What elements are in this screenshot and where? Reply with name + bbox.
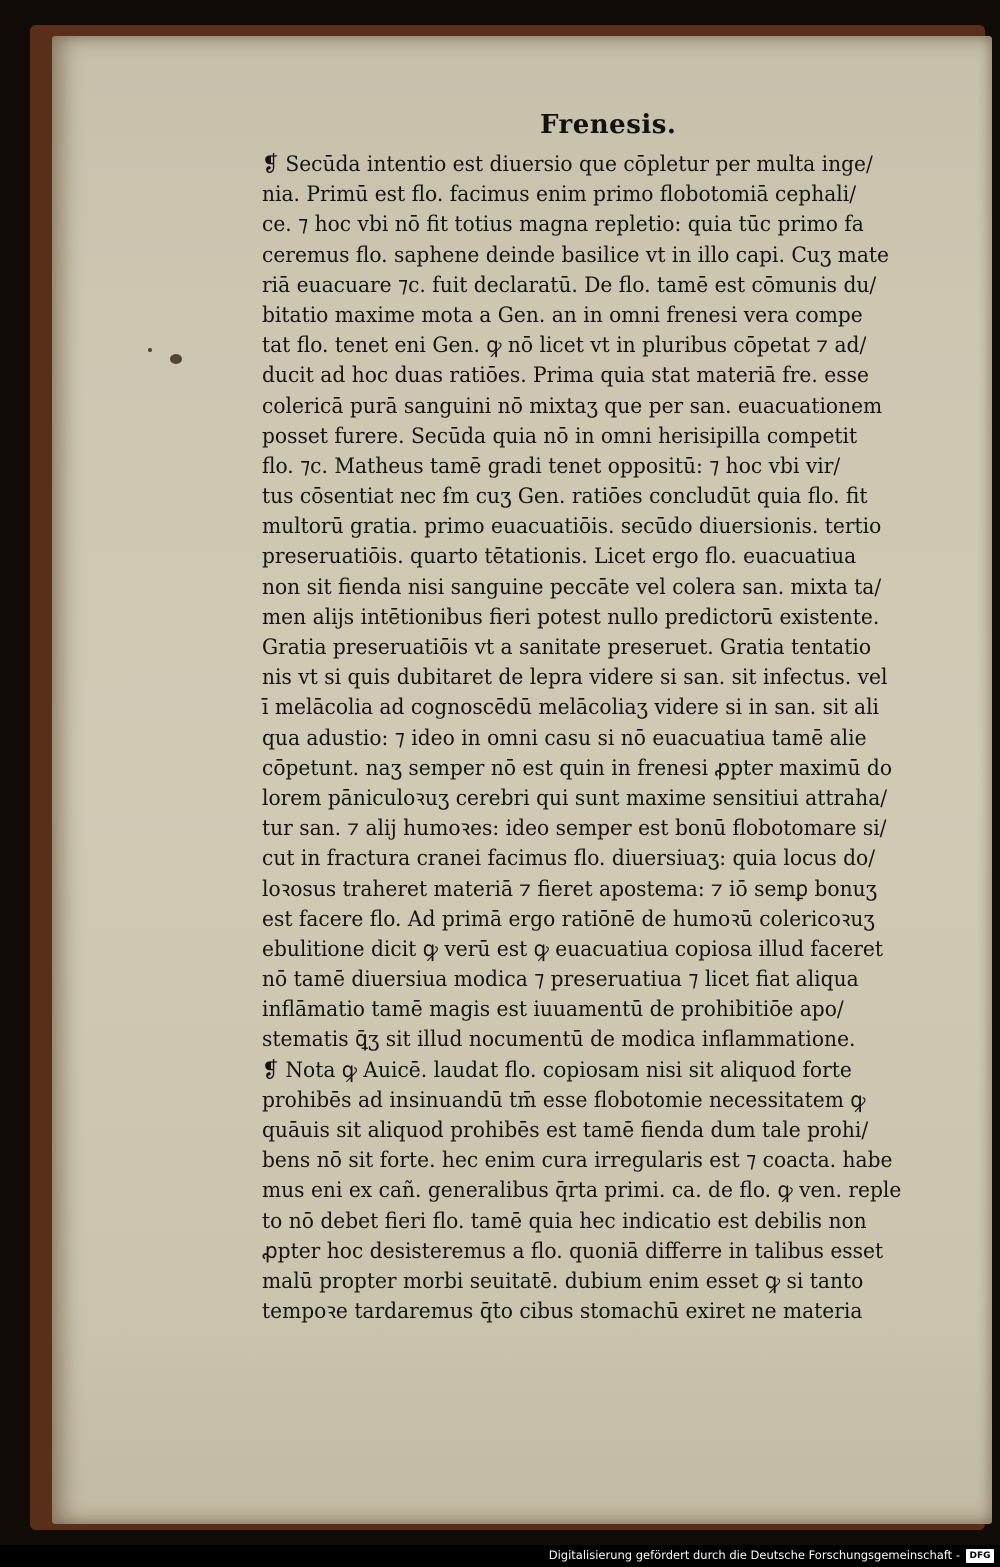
ink-stain xyxy=(170,354,182,364)
text-line: nia. Primū est flo. facimus enim primo flobotomiā cephali/ xyxy=(262,182,857,208)
text-line: riā euacuare ⁊c. fuit declaratū. De flo. tamē est cōmunis du/ xyxy=(262,272,877,298)
text-line: men alijs intētionibus fieri potest nullo predictorū existente. xyxy=(262,604,880,630)
text-line: colericā purā sanguini nō mixtaʒ que per san. euacuationem xyxy=(262,393,883,419)
text-line: multorū gratia. primo euacuatiōis. secūdo diuersionis. tertio xyxy=(262,514,882,540)
text-line: tur san. ⁊ alij humoꝛes: ideo semper est bonū flobotomare si/ xyxy=(262,816,887,842)
text-line: mus eni ex cañ. generalibus q̄rta primi. ca. de flo. ꝙ ven. reple xyxy=(262,1178,902,1204)
text-line: tus cōsentiat nec ẜm cuʒ Gen. ratiōes concludūt quia flo. fit xyxy=(262,484,868,510)
text-line: stematis ꝗ̄ʒ sit illud nocumentū de modica inflammatione. xyxy=(262,1027,856,1053)
text-line: ducit ad hoc duas ratiōes. Prima quia stat materiā fre. esse xyxy=(262,363,869,389)
dfg-logo: DFG xyxy=(966,1549,994,1563)
text-line: preseruatiōis. quarto tētationis. Licet ergo flo. euacuatiua xyxy=(262,544,857,570)
text-line: prohibēs ad insinuandū tm̄ esse flobotomie necessitatem ꝙ xyxy=(262,1087,866,1113)
text-line: lorem pāniculoꝛuʒ cerebri qui sunt maxime sensitiui attraha/ xyxy=(262,785,888,811)
text-line: cut in fractura cranei facimus flo. diuersiuaʒ: quia locus do/ xyxy=(262,846,876,872)
text-line: flo. ⁊c. Matheus tamē gradi tenet oppositū: ⁊ hoc vbi vir/ xyxy=(262,453,841,479)
text-line: Gratia preseruatiōis vt a sanitate preseruet. Gratia tentatio xyxy=(262,635,871,660)
text-line: tat flo. tenet eni Gen. ꝙ nō licet vt in pluribus cōpetat ⁊ ad/ xyxy=(262,333,867,359)
text-line: cōpetunt. naʒ semper nō est quin in frenesi ꝓpter maximū do xyxy=(262,755,893,781)
text-line: ce. ⁊ hoc vbi nō fit totius magna repletio: quia tūc primo fa xyxy=(262,212,864,238)
text-line: ī melācolia ad cognoscēdū melācoliaʒ videre si in san. sit ali xyxy=(262,695,880,721)
text-line: nis vt si quis dubitaret de lepra videre si san. sit infectus. vel xyxy=(262,665,888,691)
text-line: bens nō sit forte. hec enim cura irregularis est ⁊ coacta. habe xyxy=(262,1148,893,1174)
text-line: inflāmatio tamē magis est iuuamentū de prohibitiōe apo/ xyxy=(262,997,844,1023)
footer-credit: Digitalisierung gefördert durch die Deutsche Forschungsgemeinschaft - xyxy=(548,1548,960,1562)
text-line: ❡ Secūda intentio est diuersio que cōpletur per multa inge/ xyxy=(262,152,873,177)
ink-stain xyxy=(148,348,152,352)
text-line: ebulitione dicit ꝙ verū est ꝙ euacuatiua copiosa illud faceret xyxy=(262,936,883,962)
text-column xyxy=(262,150,934,1327)
text-line: nō tamē diuersiua modica ⁊ preseruatiua ⁊ licet fiat aliqua xyxy=(262,967,859,993)
text-line: ❡ Nota ꝙ Auicē. laudat flo. copiosam nisi sit aliquod forte xyxy=(262,1057,852,1083)
text-line: qua adustio: ⁊ ideo in omni casu si nō euacuatiua tamē alie xyxy=(262,725,867,751)
text-line: ꝓpter hoc desisteremus a flo. quoniā differre in talibus esset xyxy=(262,1238,884,1264)
text-line: ceremus flo. saphene deinde basilice vt in illo capi. Cuʒ mate xyxy=(262,242,889,268)
text-line: quāuis sit aliquod prohibēs est tamē fienda dum tale prohi/ xyxy=(262,1118,869,1143)
text-line: posset furere. Secūda quia nō in omni herisipilla competit xyxy=(262,423,858,449)
text-line: tempoꝛe tardaremus q̄to cibus stomachū exiret ne materia xyxy=(262,1299,863,1325)
text-line: bitatio maxime mota a Gen. an in omni frenesi vera compe xyxy=(262,302,863,328)
text-line: non sit fienda nisi sanguine peccāte vel colera san. mixta ta/ xyxy=(262,574,882,600)
running-head: Frenesis. xyxy=(540,110,677,140)
text-line: malū propter morbi seuitatē. dubium enim esset ꝙ si tanto xyxy=(262,1268,864,1294)
text-line: loꝛosus traheret materiā ⁊ fieret apostema: ⁊ iō semꝑ bonuʒ xyxy=(262,876,878,902)
text-line: to nō debet fieri flo. tamē quia hec indicatio est debilis non xyxy=(262,1208,867,1234)
text-line: est facere flo. Ad primā ergo ratiōnē de humoꝛū colericoꝛuʒ xyxy=(262,906,875,932)
footer-bar xyxy=(0,1545,1000,1567)
